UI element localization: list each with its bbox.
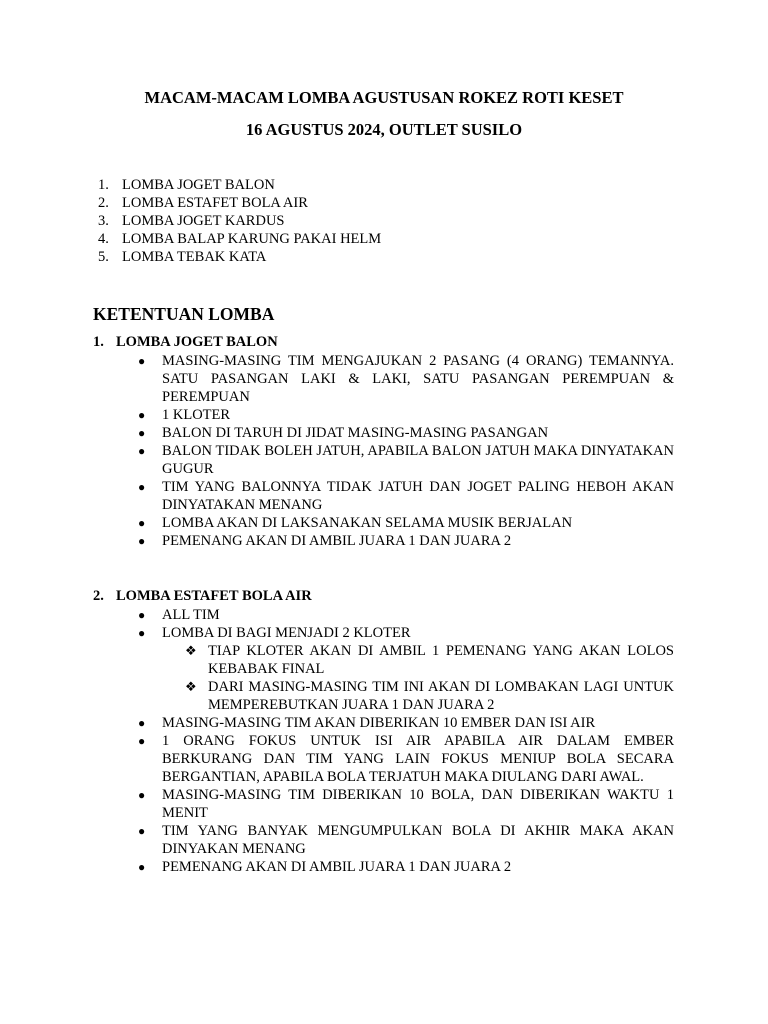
bullet-item <box>138 822 674 858</box>
section-heading: KETENTUAN LOMBA <box>93 304 275 324</box>
bullet-text: BALON TIDAK BOLEH JATUH, APABILA BALON JATUH MAKA DINYATAKAN GUGUR <box>162 443 674 477</box>
event-label: LOMBA JOGET BALON <box>122 177 275 193</box>
document-subtitle: 16 AGUSTUS 2024, OUTLET SUSILO <box>245 120 523 139</box>
rule-bullets <box>138 606 674 876</box>
bullet-item <box>138 858 674 876</box>
bullet-text: PEMENANG AKAN DI AMBIL JUARA 1 DAN JUARA 2 <box>162 533 512 549</box>
bullet-item <box>138 406 674 424</box>
bullet-item <box>138 514 674 532</box>
rule-title <box>93 334 278 351</box>
rule-number: 1. <box>93 334 104 350</box>
rule-number: 2. <box>93 588 104 604</box>
bullet-item <box>138 532 674 550</box>
rule-title <box>93 588 312 605</box>
bullet-icon: ● <box>138 354 146 368</box>
bullet-item <box>138 732 674 786</box>
bullet-text: 1 ORANG FOKUS UNTUK ISI AIR APABILA AIR DALAM EMBER BERKURANG DAN TIM YANG LAIN FOKUS MENIUP BOLA SECARA BERGANTIAN, APABILA BOLA TERJATUH MAKA DIULANG DARI AWAL. <box>162 733 674 785</box>
rule-title-text: LOMBA JOGET BALON <box>116 334 278 350</box>
diamond-bullet-icon: ❖ <box>185 643 197 658</box>
event-label: LOMBA ESTAFET BOLA AIR <box>122 195 308 211</box>
bullet-item <box>138 442 674 478</box>
bullet-text: LOMBA DI BAGI MENJADI 2 KLOTER <box>162 625 411 641</box>
bullet-icon: ● <box>138 788 146 802</box>
bullet-text: TIM YANG BALONNYA TIDAK JATUH DAN JOGET PALING HEBOH AKAN DINYATAKAN MENANG <box>162 479 674 513</box>
bullet-icon: ● <box>138 734 146 748</box>
event-item <box>92 212 381 230</box>
sub-bullets <box>185 642 674 714</box>
bullet-item <box>138 352 674 406</box>
bullet-item <box>138 424 674 442</box>
sub-bullet-item <box>185 642 674 678</box>
event-list <box>92 176 381 266</box>
event-number: 4. <box>98 231 109 247</box>
bullet-icon: ● <box>138 608 146 622</box>
event-item <box>92 194 381 212</box>
bullet-icon: ● <box>138 824 146 838</box>
sub-bullet-text: TIAP KLOTER AKAN DI AMBIL 1 PEMENANG YANG AKAN LOLOS KEBABAK FINAL <box>208 643 674 677</box>
bullet-text: 1 KLOTER <box>162 407 231 423</box>
bullet-item <box>138 606 674 624</box>
event-label: LOMBA BALAP KARUNG PAKAI HELM <box>122 231 382 247</box>
diamond-bullet-icon: ❖ <box>185 679 197 694</box>
sub-bullet-item <box>185 678 674 714</box>
event-item <box>92 248 381 266</box>
bullet-icon: ● <box>138 480 146 494</box>
rule-bullets <box>138 352 674 550</box>
bullet-icon: ● <box>138 534 146 548</box>
event-item <box>92 176 381 194</box>
bullet-icon: ● <box>138 408 146 422</box>
bullet-item <box>138 714 674 732</box>
bullet-text: BALON DI TARUH DI JIDAT MASING-MASING PASANGAN <box>162 425 549 441</box>
bullet-icon: ● <box>138 860 146 874</box>
bullet-text: MASING-MASING TIM MENGAJUKAN 2 PASANG (4 ORANG) TEMANNYA. SATU PASANGAN LAKI & LAKI, SATU PASANGAN PEREMPUAN & PEREMPUAN <box>162 353 674 405</box>
bullet-icon: ● <box>138 426 146 440</box>
bullet-item <box>138 624 674 714</box>
bullet-item <box>138 478 674 514</box>
bullet-icon: ● <box>138 716 146 730</box>
sub-bullet-text: DARI MASING-MASING TIM INI AKAN DI LOMBAKAN LAGI UNTUK MEMPEREBUTKAN JUARA 1 DAN JUARA 2 <box>208 679 674 713</box>
event-label: LOMBA TEBAK KATA <box>122 249 267 265</box>
event-item <box>92 230 381 248</box>
bullet-text: PEMENANG AKAN DI AMBIL JUARA 1 DAN JUARA 2 <box>162 859 512 875</box>
bullet-item <box>138 786 674 822</box>
bullet-text: MASING-MASING TIM AKAN DIBERIKAN 10 EMBER DAN ISI AIR <box>162 715 596 731</box>
bullet-text: MASING-MASING TIM DIBERIKAN 10 BOLA, DAN DIBERIKAN WAKTU 1 MENIT <box>162 787 674 821</box>
bullet-icon: ● <box>138 444 146 458</box>
event-number: 1. <box>98 177 109 193</box>
event-number: 5. <box>98 249 109 265</box>
bullet-text: TIM YANG BANYAK MENGUMPULKAN BOLA DI AKHIR MAKA AKAN DINYAKAN MENANG <box>162 823 674 857</box>
rule-title-text: LOMBA ESTAFET BOLA AIR <box>116 588 312 604</box>
event-number: 3. <box>98 213 109 229</box>
event-number: 2. <box>98 195 109 211</box>
bullet-text: LOMBA AKAN DI LAKSANAKAN SELAMA MUSIK BERJALAN <box>162 515 573 531</box>
document-title: MACAM-MACAM LOMBA AGUSTUSAN ROKEZ ROTI KESET <box>144 88 624 107</box>
bullet-icon: ● <box>138 516 146 530</box>
event-label: LOMBA JOGET KARDUS <box>122 213 285 229</box>
bullet-text: ALL TIM <box>162 607 220 623</box>
bullet-icon: ● <box>138 626 146 640</box>
